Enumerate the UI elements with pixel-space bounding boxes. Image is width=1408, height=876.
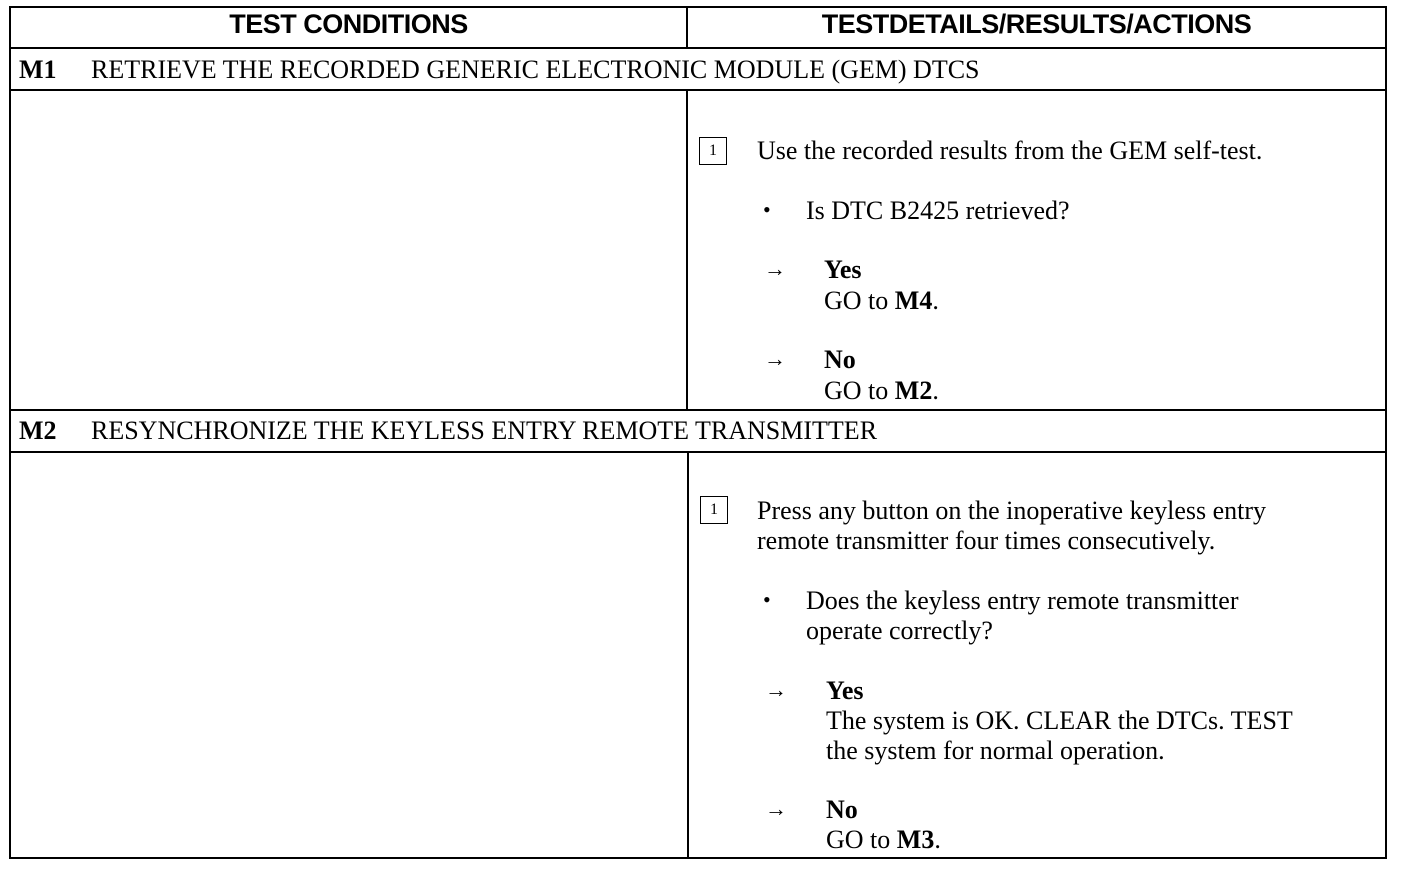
section-title: RESYNCHRONIZE THE KEYLESS ENTRY REMOTE TRANSMITTER xyxy=(91,416,878,445)
column-divider xyxy=(687,451,689,859)
row-divider xyxy=(9,47,1387,49)
no-label: No xyxy=(824,345,856,374)
step-text-line1: Press any button on the inoperative keyless entry xyxy=(757,496,1267,525)
header-test-details: TESTDETAILS/RESULTS/ACTIONS xyxy=(821,9,1252,39)
question-line2: operate correctly? xyxy=(806,616,993,645)
bullet-icon: • xyxy=(763,197,771,222)
section-title-m2 xyxy=(19,416,877,446)
section-title-m1 xyxy=(19,55,980,85)
row-divider xyxy=(9,89,1387,91)
section-id: M1 xyxy=(19,55,57,84)
step-number-box: 1 xyxy=(700,496,728,524)
step-number-box: 1 xyxy=(699,137,727,165)
header-test-conditions: TEST CONDITIONS xyxy=(229,9,468,39)
no-action: GO to M2. xyxy=(824,376,939,405)
goto-target: M4 xyxy=(894,286,933,315)
goto-target: M3 xyxy=(896,825,935,854)
arrow-right-icon: → xyxy=(765,677,787,702)
section-id: M2 xyxy=(19,416,57,445)
column-divider xyxy=(686,89,688,411)
yes-label: Yes xyxy=(826,676,864,705)
arrow-right-icon: → xyxy=(764,346,786,371)
arrow-right-icon: → xyxy=(765,796,787,821)
question-text: Is DTC B2425 retrieved? xyxy=(806,196,1070,225)
no-label: No xyxy=(826,795,858,824)
yes-action: GO to M4. xyxy=(824,286,939,315)
step-text: Use the recorded results from the GEM self-test. xyxy=(757,136,1263,165)
section-title: RETRIEVE THE RECORDED GENERIC ELECTRONIC MODULE (GEM) DTCS xyxy=(91,55,980,84)
row-divider xyxy=(9,409,1387,411)
goto-target: M2 xyxy=(894,376,933,405)
no-action: GO to M3. xyxy=(826,825,941,854)
yes-action-line1: The system is OK. CLEAR the DTCs. TEST xyxy=(826,706,1293,735)
row-divider xyxy=(9,451,1387,453)
yes-action-line2: the system for normal operation. xyxy=(826,736,1165,765)
question-line1: Does the keyless entry remote transmitter xyxy=(806,586,1239,615)
arrow-right-icon: → xyxy=(764,256,786,281)
bullet-icon: • xyxy=(763,587,771,612)
yes-label: Yes xyxy=(824,255,862,284)
step-text-line2: remote transmitter four times consecutively. xyxy=(757,526,1216,555)
